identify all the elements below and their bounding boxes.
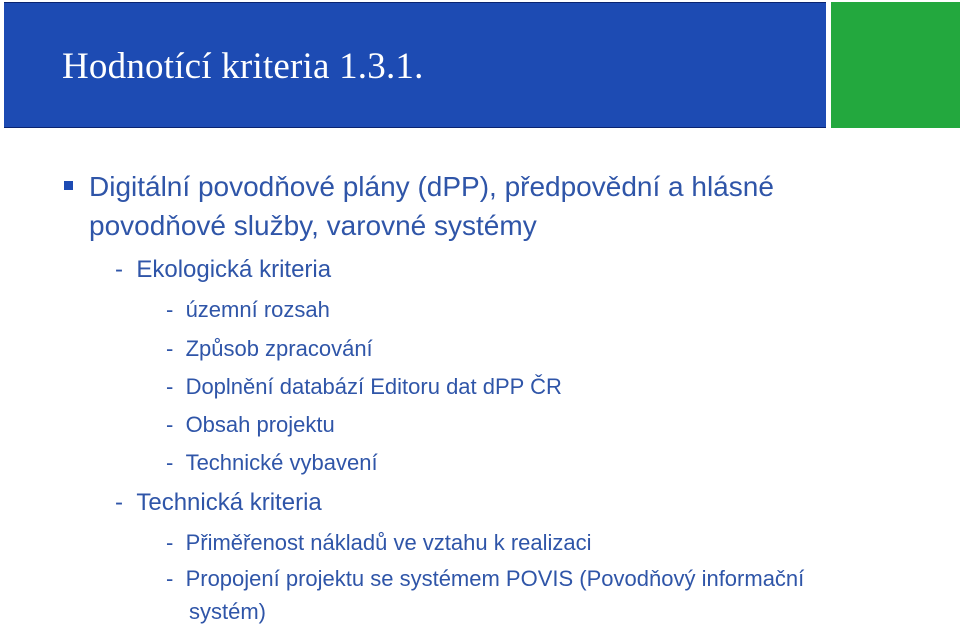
accent-green-box [831, 2, 960, 128]
list-item-text: Technické vybavení [185, 450, 378, 475]
dash: - [115, 256, 123, 283]
title-box [4, 2, 826, 128]
list-item [166, 412, 335, 438]
dash: - [115, 489, 123, 516]
title-bar [0, 0, 960, 131]
dash: - [166, 297, 174, 322]
dash: - [166, 412, 174, 437]
dash: - [166, 530, 174, 555]
main-bullet-line-1: Digitální povodňové plány (dPP), předpovědní a hlásné [89, 171, 774, 202]
section-label: Technická kriteria [136, 489, 322, 516]
dash: - [166, 566, 174, 591]
section-label: Ekologická kriteria [136, 256, 332, 283]
list-item [166, 297, 330, 323]
main-bullet-line-2: povodňové služby, varovné systémy [89, 210, 537, 241]
dash: - [166, 336, 174, 361]
list-item-text: Obsah projektu [185, 412, 335, 437]
list-item-text: Propojení projektu se systémem POVIS (Povodňový informační [185, 566, 805, 591]
list-item [166, 450, 378, 476]
section-technicka [115, 489, 322, 517]
dash: - [166, 450, 174, 475]
list-item [166, 336, 373, 362]
section-ekologicka [115, 256, 331, 284]
list-item-text: Doplnění databází Editoru dat dPP ČR [185, 374, 562, 399]
dash: - [166, 374, 174, 399]
list-item-text: Přiměřenost nákladů ve vztahu k realizaci [185, 530, 592, 555]
list-item [166, 566, 804, 592]
list-item-continuation: systém) [189, 599, 266, 624]
list-item-text: Způsob zpracování [185, 336, 373, 361]
slide-title: Hodnotící kriteria 1.3.1. [62, 46, 424, 87]
list-item [166, 374, 562, 400]
square-bullet-icon [64, 181, 73, 190]
list-item [166, 530, 592, 556]
list-item-text: územní rozsah [185, 297, 330, 322]
